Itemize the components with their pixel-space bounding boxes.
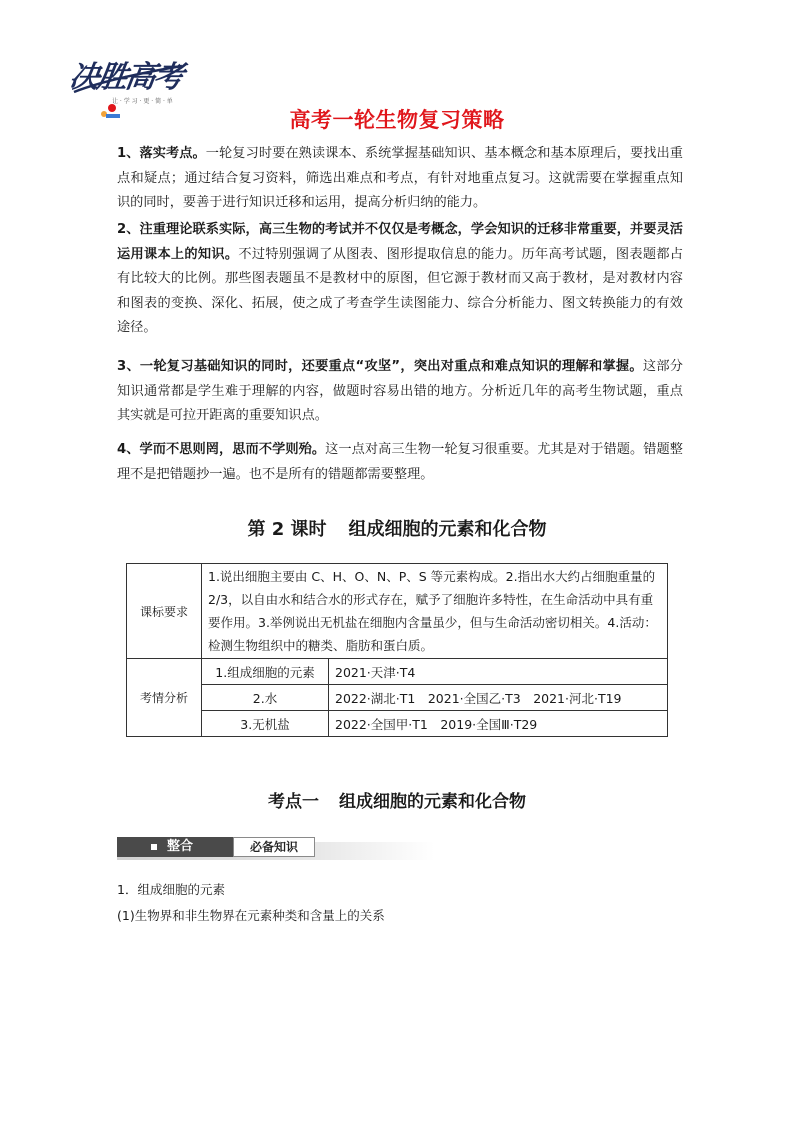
square-bullet-icon [151,844,157,850]
strategy-1-lead: 1、落实考点。 [117,146,206,161]
strategy-1-body: 一轮复习时要在熟读课本、系统掌握基础知识、基本概念和基本原理后，要找出重点和疑点；通过结合复习资料，筛选出难点和考点，有针对地重点复习。这就需要在掌握重点知识的同时，要善于进行知识迁移和运用，提高分析归纳的能力。 [117,146,683,210]
logo-text: 决胜高考 [67,60,184,95]
lesson-number: 第 2 课时 [247,519,327,540]
content-heading-1: 1．组成细胞的元素 [117,882,225,897]
curriculum-table [126,563,668,737]
exam-cell: 2022·湖北·T1 2021·全国乙·T3 2021·河北·T19 [329,685,668,711]
main-title: 高考一轮生物复习策略 [289,108,505,132]
strategy-3-lead: 3、一轮复习基础知识的同时，还要重点“攻坚”，突出对重点和难点知识的理解和掌握。 [117,359,643,374]
table-row [127,659,668,685]
section-number: 考点一 [268,792,319,812]
req-text: 1.说出细胞主要由 C、H、O、N、P、S 等元素构成。2.指出水大约占细胞重量的 2/3，以自由水和结合水的形式存在，赋予了细胞许多特性，在生命活动中具有重要作用。3.举例说出无机盐在细胞内含量虽少，但与生命活动密切相关。4.活动：检测生物组织中的糖类、脂肪和蛋白质。 [202,564,668,659]
table-row [127,711,668,737]
section-title [0,787,794,812]
strategy-2-lead: 2、注重理论联系实际，高三生物的考试并不仅仅是考概念，学会知识的迁移非常重要，并要灵活运用课本上的知识。 [117,222,683,262]
strategy-1 [117,142,683,216]
banner-light-label: 必备知识 [233,837,315,857]
section-name: 组成细胞的元素和化合物 [339,792,526,812]
exam-cell: 2021·天津·T4 [329,659,668,685]
topic-cell: 2.水 [202,685,329,711]
strategy-4 [117,438,683,487]
strategy-2 [117,218,683,341]
strategy-3 [117,355,683,429]
exam-cell: 2022·全国甲·T1 2019·全国Ⅲ·T29 [329,711,668,737]
lesson-title [0,515,794,541]
table-row [127,564,668,659]
lesson-name: 组成细胞的元素和化合物 [348,519,547,540]
topic-cell: 1.组成细胞的元素 [202,659,329,685]
knowledge-banner [117,837,435,860]
topic-cell: 3.无机盐 [202,711,329,737]
req-header: 课标要求 [127,564,202,659]
strategy-4-body: 这一点对高三生物一轮复习很重要。尤其是对于错题。错题整理不是把错题抄一遍。也不是所有的错题都需要整理。 [117,442,683,482]
analysis-header: 考情分析 [127,659,202,737]
strategy-2-body: 不过特别强调了从图表、图形提取信息的能力。历年高考试题，图表题都占有比较大的比例。那些图表题虽不是教材中的原图，但它源于教材而又高于教材，是对教材内容和图表的变换、深化、拓展，使之成了考查学生读图能力、综合分析能力、图文转换能力的有效途径。 [117,246,684,335]
strategy-3-body: 这部分知识通常都是学生难于理解的内容，做题时容易出错的地方。分析近几年的高考生物试题，重点其实就是可拉开距离的重要知识点。 [117,359,683,423]
table-row [127,685,668,711]
banner-dark-label: 整合 [117,837,233,857]
strategy-4-lead: 4、学而不思则罔，思而不学则殆。 [117,442,326,457]
logo-tagline: 让 · 学 习 · 更 · 简 · 单 [112,98,173,105]
content-sub-1: (1)生物界和非生物界在元素种类和含量上的关系 [117,908,385,923]
